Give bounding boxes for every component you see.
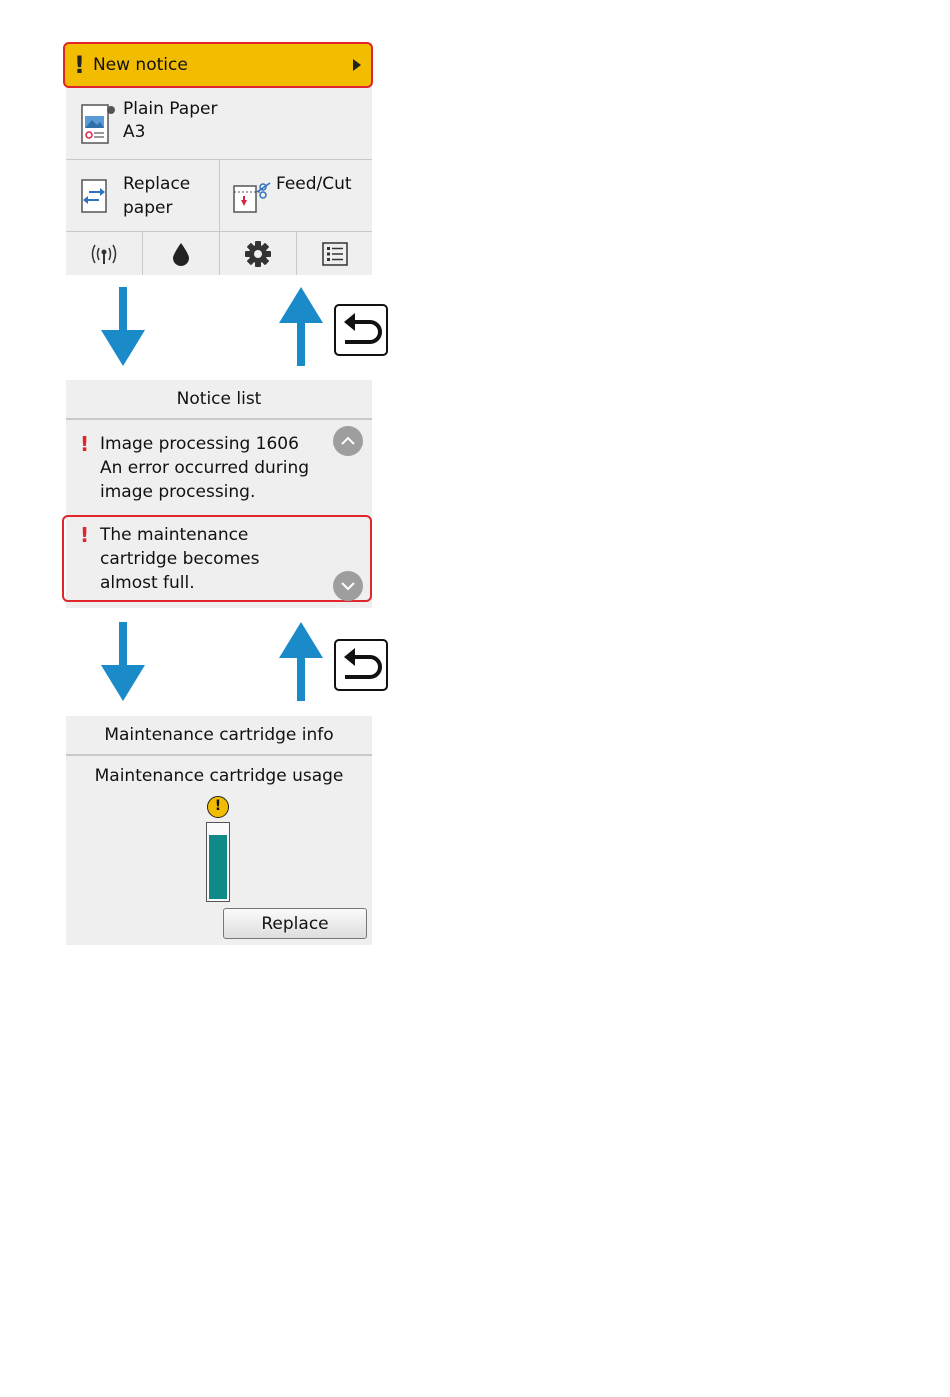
paper-info-text [123, 98, 217, 144]
back-arrow-icon [336, 641, 386, 689]
ink-drop-icon [171, 241, 191, 267]
usage-gauge-fill [209, 835, 227, 899]
notice-list-screen [66, 380, 372, 608]
notice-message-line: Image processing 1606 [100, 434, 299, 454]
arrow-up-icon [279, 622, 323, 701]
replace-paper-icon [80, 178, 110, 214]
notice-warning-icon: ! [74, 51, 85, 79]
home-screen [66, 42, 372, 275]
usage-label: Maintenance cartridge usage [94, 766, 344, 786]
replace-paper-label-line2: paper [123, 198, 173, 218]
menu-list-button[interactable] [297, 232, 373, 275]
notice-message [100, 523, 259, 595]
chevron-up-icon [340, 436, 356, 446]
settings-button[interactable] [220, 232, 296, 275]
wireless-icon [87, 241, 121, 267]
replace-paper-label [123, 172, 190, 220]
back-arrow-icon [336, 306, 386, 354]
new-notice-label: New notice [92, 55, 188, 75]
notice-message-line: An error occurred during [100, 458, 310, 478]
notice-message-line: cartridge becomes [100, 549, 260, 569]
notice-message-line: almost full. [100, 573, 195, 593]
arrow-down-icon [101, 622, 145, 701]
new-notice-button[interactable] [63, 42, 373, 88]
arrow-up-icon [279, 287, 323, 366]
scroll-down-button[interactable] [333, 571, 363, 601]
back-button[interactable] [334, 304, 388, 356]
notice-message-line: image processing. [100, 482, 256, 502]
chevron-right-icon [353, 59, 361, 71]
feed-cut-icon [232, 178, 272, 214]
ink-button[interactable] [143, 232, 219, 275]
usage-gauge [206, 822, 230, 902]
paper-type: Plain Paper [123, 99, 218, 119]
error-indicator-icon: ! [80, 432, 90, 456]
paper-sheet-icon [80, 102, 116, 146]
feed-cut-label: Feed/Cut [276, 174, 352, 194]
list-menu-icon [321, 241, 349, 267]
wireless-button[interactable] [66, 232, 142, 275]
notice-message-line: The maintenance [100, 525, 249, 545]
notice-item-image-processing[interactable] [66, 432, 372, 512]
replace-paper-label-line1: Replace [123, 174, 191, 194]
chevron-down-icon [340, 581, 356, 591]
notice-list-title: Notice list [66, 380, 372, 420]
maintenance-info-screen [66, 716, 372, 945]
replace-button[interactable]: Replace [223, 908, 367, 939]
back-button[interactable] [334, 639, 388, 691]
arrow-down-icon [101, 287, 145, 366]
error-indicator-icon: ! [80, 523, 90, 547]
paper-size: A3 [123, 122, 146, 142]
warning-icon: ! [207, 796, 229, 818]
notice-message [100, 432, 309, 504]
notice-item-maintenance-cartridge[interactable] [66, 523, 372, 597]
scroll-up-button[interactable] [333, 426, 363, 456]
settings-gear-icon [244, 240, 272, 268]
maintenance-info-title: Maintenance cartridge info [66, 716, 372, 756]
